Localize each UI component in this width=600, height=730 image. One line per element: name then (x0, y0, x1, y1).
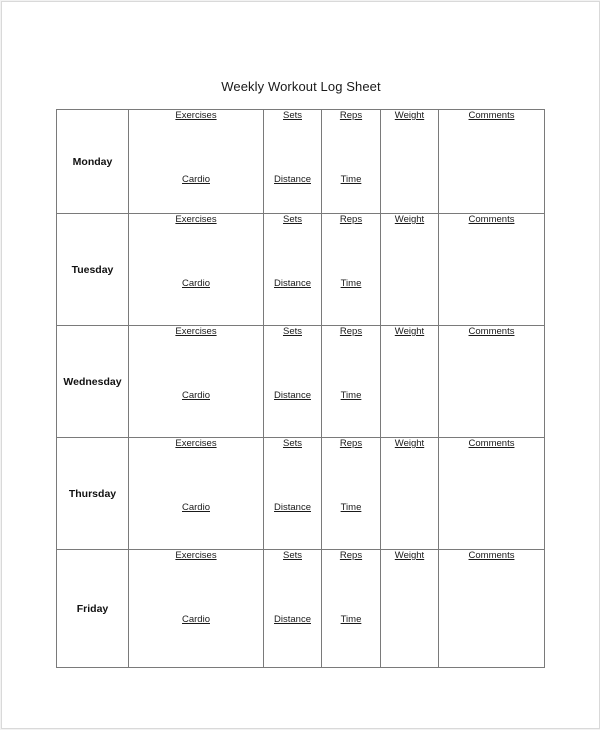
comments-cell[interactable] (439, 438, 545, 550)
exercises-cell[interactable] (129, 326, 264, 438)
exercises-header: Exercises (175, 326, 217, 337)
distance-header: Distance (274, 278, 311, 289)
reps-cell[interactable] (322, 110, 381, 214)
comments-header: Comments (468, 326, 515, 337)
sheet-title: Weekly Workout Log Sheet (221, 79, 381, 94)
comments-header: Comments (468, 438, 515, 449)
reps-header: Reps (339, 326, 363, 337)
day-label: Friday (57, 550, 129, 668)
workout-log-table (56, 109, 545, 668)
weight-cell[interactable] (381, 438, 439, 550)
day-label: Wednesday (57, 326, 129, 438)
reps-cell[interactable] (322, 550, 381, 668)
day-row-monday (57, 110, 545, 214)
day-label: Monday (57, 110, 129, 214)
sets-header: Sets (282, 550, 302, 561)
sets-cell[interactable] (264, 110, 322, 214)
day-label: Thursday (57, 438, 129, 550)
weight-cell[interactable] (381, 326, 439, 438)
log-sheet-page (1, 1, 600, 729)
sets-cell[interactable] (264, 550, 322, 668)
weight-header: Weight (394, 110, 425, 121)
sets-header: Sets (282, 326, 302, 337)
reps-header: Reps (339, 110, 363, 121)
day-row-friday (57, 550, 545, 668)
exercises-header: Exercises (175, 110, 217, 121)
comments-header: Comments (468, 214, 515, 225)
sets-header: Sets (282, 214, 302, 225)
sets-cell[interactable] (264, 214, 322, 326)
day-label: Tuesday (57, 214, 129, 326)
weight-cell[interactable] (381, 110, 439, 214)
weight-cell[interactable] (381, 214, 439, 326)
comments-cell[interactable] (439, 110, 545, 214)
cardio-header: Cardio (182, 174, 210, 185)
sets-header: Sets (282, 438, 302, 449)
exercises-cell[interactable] (129, 110, 264, 214)
weight-header: Weight (394, 214, 425, 225)
sets-header: Sets (282, 110, 302, 121)
weight-header: Weight (394, 326, 425, 337)
distance-header: Distance (274, 502, 311, 513)
weight-header: Weight (394, 438, 425, 449)
comments-cell[interactable] (439, 214, 545, 326)
sets-cell[interactable] (264, 438, 322, 550)
time-header: Time (340, 390, 362, 401)
weight-header: Weight (394, 550, 425, 561)
sets-cell[interactable] (264, 326, 322, 438)
exercises-header: Exercises (175, 214, 217, 225)
day-row-thursday (57, 438, 545, 550)
exercises-header: Exercises (175, 550, 217, 561)
exercises-cell[interactable] (129, 438, 264, 550)
reps-cell[interactable] (322, 326, 381, 438)
comments-cell[interactable] (439, 550, 545, 668)
reps-cell[interactable] (322, 438, 381, 550)
exercises-cell[interactable] (129, 214, 264, 326)
reps-header: Reps (339, 214, 363, 225)
distance-header: Distance (274, 390, 311, 401)
cardio-header: Cardio (182, 390, 210, 401)
reps-header: Reps (339, 550, 363, 561)
comments-header: Comments (468, 110, 515, 121)
reps-cell[interactable] (322, 214, 381, 326)
time-header: Time (340, 502, 362, 513)
weight-cell[interactable] (381, 550, 439, 668)
cardio-header: Cardio (182, 614, 210, 625)
comments-cell[interactable] (439, 326, 545, 438)
cardio-header: Cardio (182, 502, 210, 513)
cardio-header: Cardio (182, 278, 210, 289)
day-row-wednesday (57, 326, 545, 438)
day-row-tuesday (57, 214, 545, 326)
distance-header: Distance (274, 614, 311, 625)
comments-header: Comments (468, 550, 515, 561)
exercises-cell[interactable] (129, 550, 264, 668)
reps-header: Reps (339, 438, 363, 449)
time-header: Time (340, 174, 362, 185)
time-header: Time (340, 278, 362, 289)
exercises-header: Exercises (175, 438, 217, 449)
distance-header: Distance (274, 174, 311, 185)
time-header: Time (340, 614, 362, 625)
